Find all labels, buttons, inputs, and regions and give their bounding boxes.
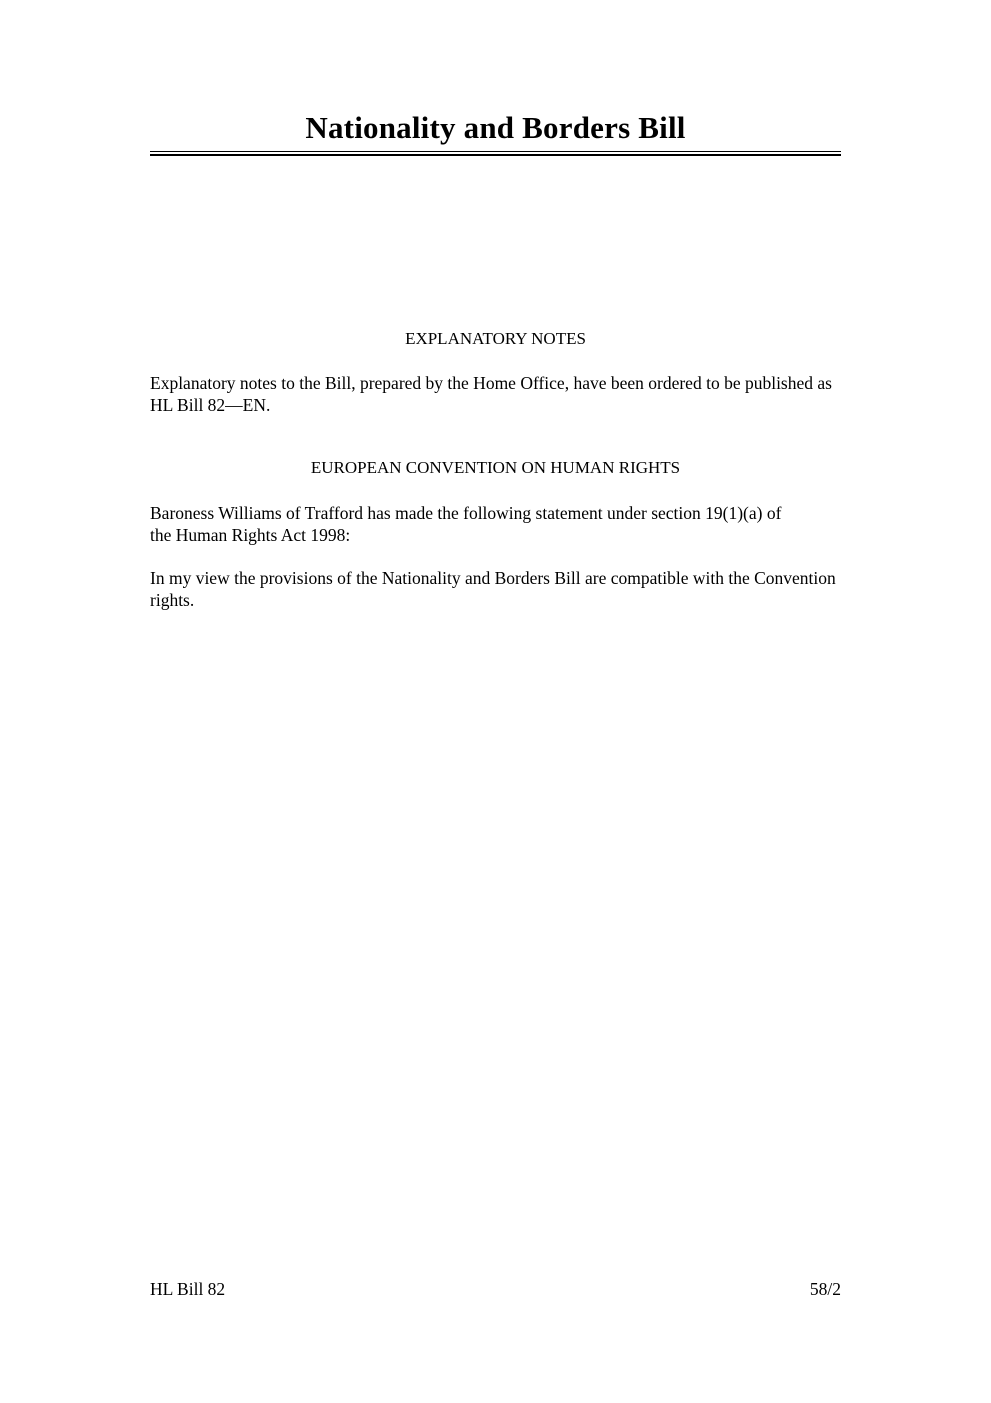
explanatory-notes-text: Explanatory notes to the Bill, prepared by the Home Office, have been ordered to be published as HL Bill 82—EN. bbox=[150, 373, 832, 415]
title-rule-thick bbox=[150, 154, 841, 156]
document-title: Nationality and Borders Bill bbox=[305, 110, 686, 145]
echr-statement: In my view the provisions of the Nationality and Borders Bill are compatible with the Convention rights. bbox=[150, 568, 836, 610]
explanatory-notes-heading: EXPLANATORY NOTES bbox=[405, 329, 586, 348]
footer-print-ref: 58/2 bbox=[809, 1279, 841, 1299]
echr-heading: EUROPEAN CONVENTION ON HUMAN RIGHTS bbox=[310, 458, 681, 477]
footer-bill-number: HL Bill 82 bbox=[150, 1279, 226, 1299]
echr-statement-intro: Baroness Williams of Trafford has made the following statement under section 19(1)(a) of the Human Rights Act 1998: bbox=[150, 503, 782, 545]
title-rule-thin bbox=[150, 151, 841, 152]
